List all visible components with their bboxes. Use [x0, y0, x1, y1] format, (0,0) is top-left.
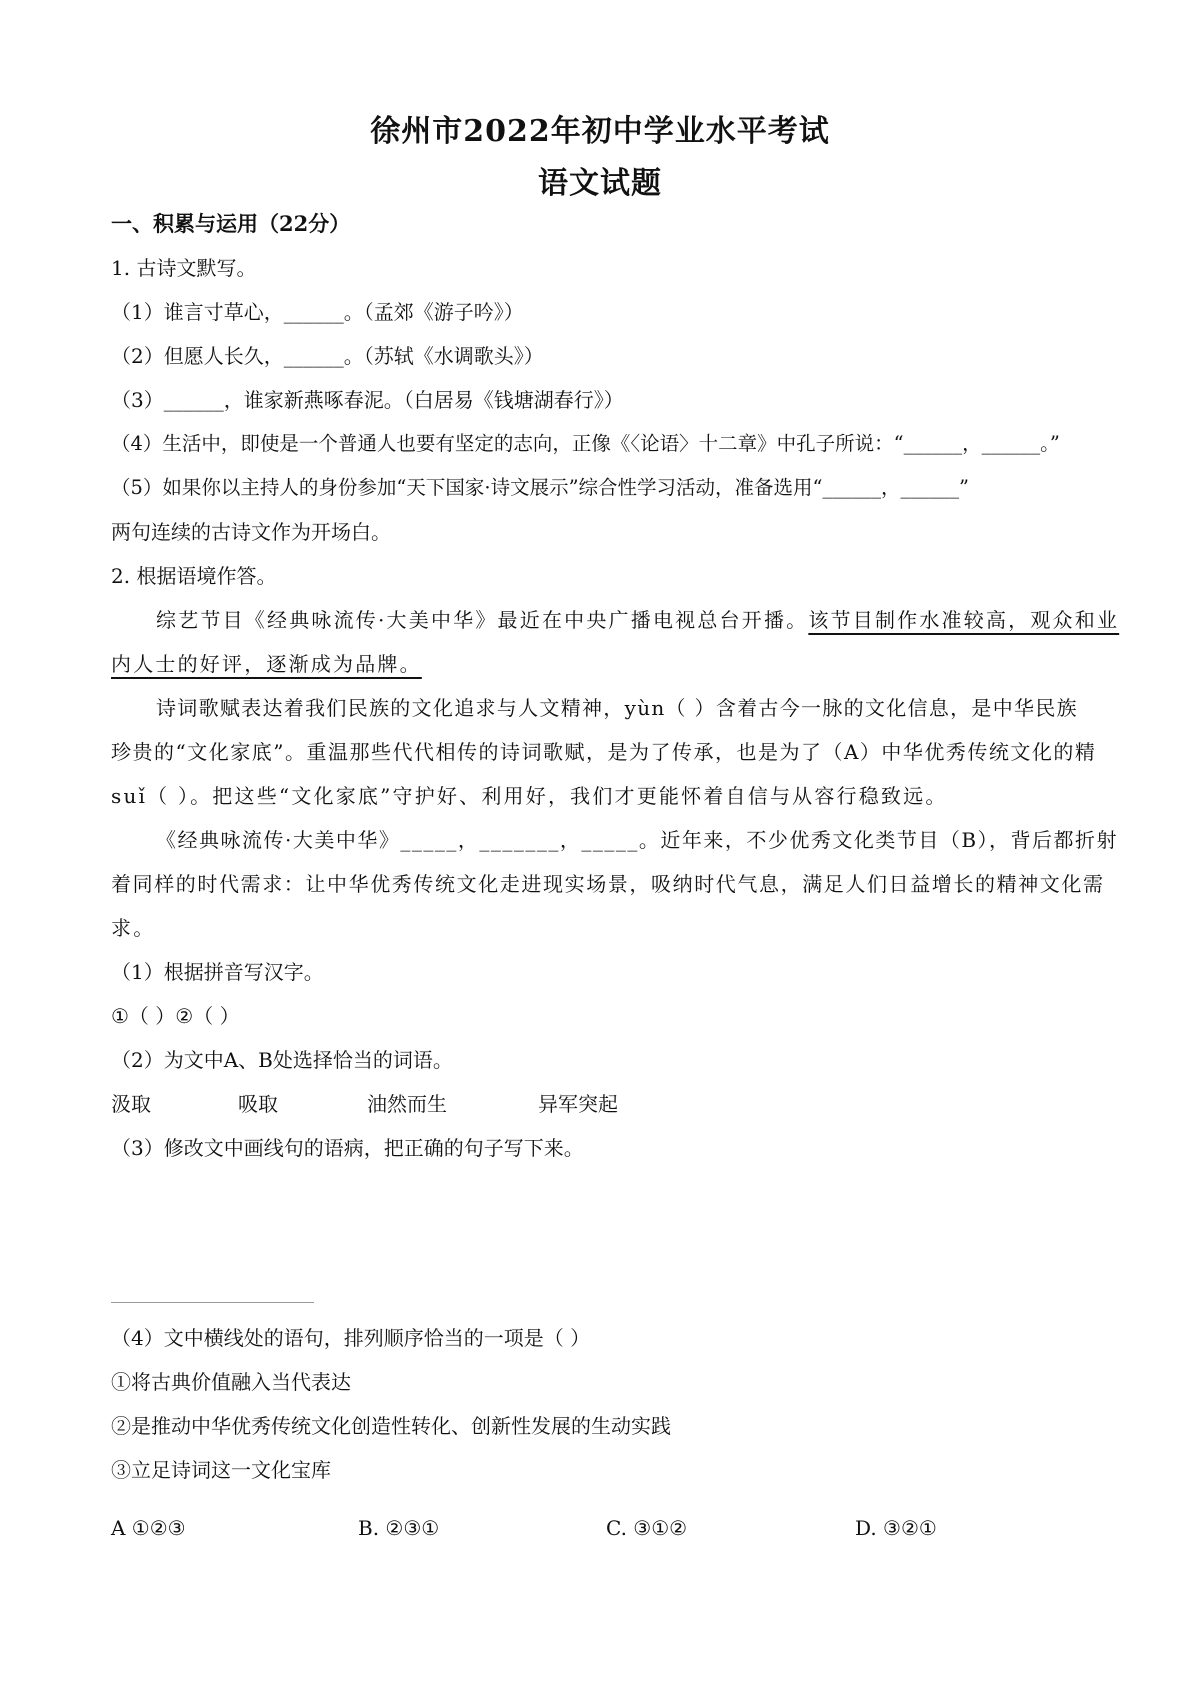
option-c: C. ③①② — [606, 1516, 688, 1540]
question-1-item-5: （5）如果你以主持人的身份参加“天下国家·诗文展示”综合性学习活动，准备选用“______，______” — [111, 476, 969, 499]
underlined-sentence: 该节目制作水准较高，观众和业 — [808, 608, 1120, 632]
passage-para-2-line-3: suǐ（ ）。把这些“文化家底”守护好、利用好，我们才更能怀着自信与从容行稳致远。 — [111, 784, 948, 808]
sentence-3: ③立足诗词这一文化宝库 — [111, 1458, 331, 1482]
question-1-item-1: （1）谁言寸草心，______。（孟郊《游子吟》） — [111, 300, 524, 324]
passage-para-1-line-2 — [111, 652, 422, 676]
exam-subtitle: 语文试题 — [538, 166, 662, 201]
passage-para-3-line-3: 求。 — [111, 916, 156, 940]
sentence-2: ②是推动中华优秀传统文化创造性转化、创新性发展的生动实践 — [111, 1414, 671, 1438]
exam-title: 徐州市2022年初中学业水平考试 — [370, 114, 830, 149]
section-heading: 一、积累与运用（22分） — [111, 211, 351, 236]
sub-question-2: （2）为文中A、B处选择恰当的词语。 — [111, 1048, 453, 1072]
option-d: D. ③②① — [855, 1516, 937, 1540]
passage-para-3-line-2: 着同样的时代需求：让中华优秀传统文化走进现实场景，吸纳时代气息，满足人们日益增长的精神文化需 — [111, 872, 1105, 896]
question-1-item-2: （2）但愿人长久，______。（苏轼《水调歌头》） — [111, 344, 544, 368]
word-choice-3: 油然而生 — [367, 1092, 447, 1116]
option-b: B. ②③① — [358, 1516, 440, 1540]
question-1-item-5-cont: 两句连续的古诗文作为开场白。 — [111, 520, 391, 544]
question-2-stem: 2. 根据语境作答。 — [111, 564, 277, 588]
passage-para-1-line-1 — [156, 608, 1119, 632]
option-a: A ①②③ — [111, 1516, 186, 1540]
word-choice-4: 异军突起 — [538, 1092, 618, 1116]
question-1-item-4: （4）生活中，即使是一个普通人也要有坚定的志向，正像《〈论语〉十二章》中孔子所说：“______，______。” — [111, 432, 1060, 455]
passage-para-2-line-2: 珍贵的“文化家底”。重温那些代代相传的诗词歌赋，是为了传承，也是为了（A）中华优秀传统文化的精 — [111, 740, 1097, 764]
word-choice-1: 汲取 — [111, 1092, 151, 1116]
passage-text: 综艺节目《经典咏流传·大美中华》最近在中央广播电视总台开播。 — [156, 608, 809, 632]
sub-question-3: （3）修改文中画线句的语病，把正确的句子写下来。 — [111, 1136, 584, 1160]
answer-line — [111, 1302, 314, 1303]
question-1-stem: 1. 古诗文默写。 — [111, 256, 257, 280]
sentence-1: ①将古典价值融入当代表达 — [111, 1370, 351, 1394]
underlined-sentence-cont: 内人士的好评，逐渐成为品牌。 — [111, 652, 422, 676]
question-1-item-3: （3）______，谁家新燕啄春泥。（白居易《钱塘湖春行》） — [111, 388, 624, 412]
passage-para-2-line-1: 诗词歌赋表达着我们民族的文化追求与人文精神，yùn（ ）含着古今一脉的文化信息，是中华民族 — [156, 696, 1078, 720]
sub-question-1-blanks: ①（ ）②（ ） — [111, 1004, 240, 1028]
sub-question-4: （4）文中横线处的语句，排列顺序恰当的一项是（ ） — [111, 1326, 591, 1350]
passage-para-3-line-1: 《经典咏流传·大美中华》_____，_______，_____。近年来，不少优秀文化类节目（B），背后都折射 — [156, 828, 1119, 852]
word-choice-2: 吸取 — [238, 1092, 278, 1116]
sub-question-1: （1）根据拼音写汉字。 — [111, 960, 324, 984]
